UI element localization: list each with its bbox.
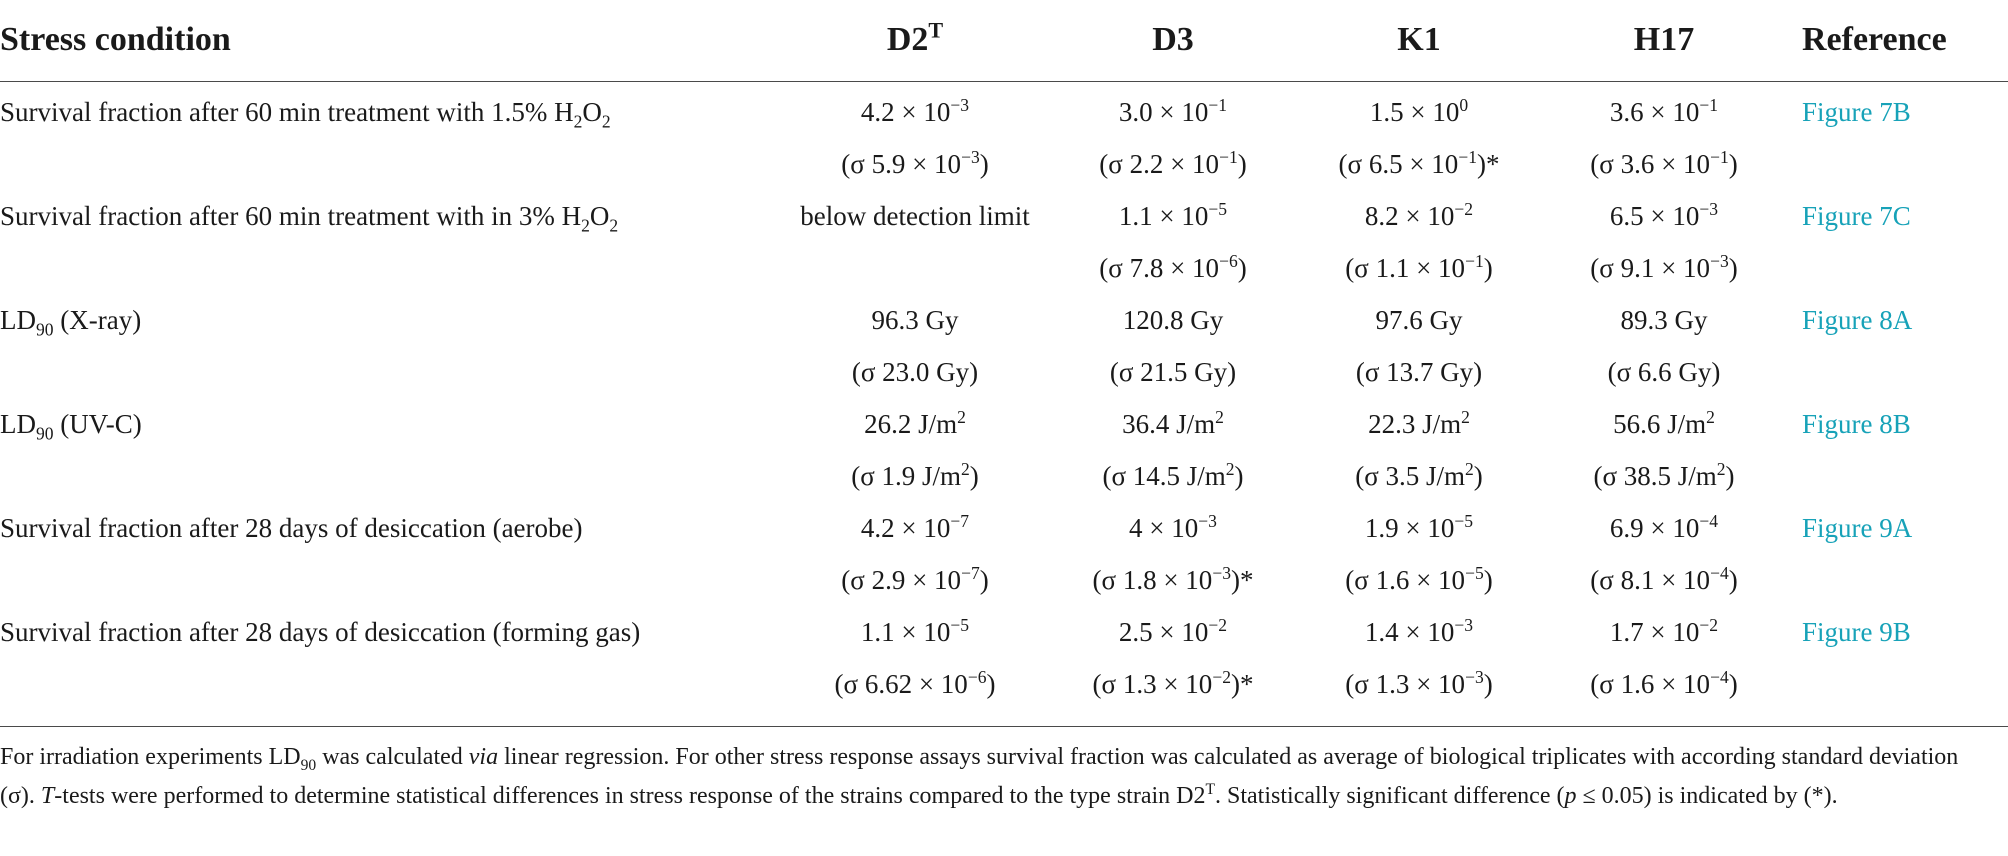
reference-link[interactable]: Figure 9B [1802, 617, 1911, 647]
d3-sigma: (σ 14.5 $J/m^2$) [1102, 459, 1244, 491]
d2-value: $4.2 \times 10^{-3}$ [860, 95, 970, 127]
d2-sigma: (σ $2.9 \times 10^{-7}$) [841, 563, 989, 595]
h17-sigma: (σ $1.6 \times 10^{-4}$) [1590, 667, 1738, 699]
header-d2: $D2^T$ [886, 17, 944, 58]
h17-value: $6.5 \times 10^{-3}$ [1609, 199, 1719, 231]
h17-value: 89.3 Gy [1620, 305, 1708, 335]
reference-link[interactable]: Figure 8A [1802, 305, 1913, 335]
d3-sigma: (σ $2.2 \times 10^{-1}$) [1099, 147, 1247, 179]
k1-value: $1.9 \times 10^{-5}$ [1364, 511, 1474, 543]
d3-value: $2.5 \times 10^{-2}$ [1118, 615, 1228, 647]
d2-sigma: (σ 23.0 Gy) [851, 357, 979, 387]
d2-sigma: (σ $6.62 \times 10^{-6}$) [834, 667, 996, 699]
h17-value: $3.6 \times 10^{-1}$ [1609, 95, 1719, 127]
table-header-row [0, 0, 2008, 82]
d2-value: $1.1 \times 10^{-5}$ [860, 615, 970, 647]
k1-sigma: (σ $1.6 \times 10^{-5}$) [1345, 563, 1493, 595]
reference-link[interactable]: Figure 9A [1802, 513, 1913, 543]
stress-condition-cell: Survival fraction after 60 min treatment with 1.5% $H_2O_2$ [0, 97, 611, 132]
header-reference: Reference [1802, 21, 1947, 58]
d2-value: 26.2 $J/m^2$ [864, 407, 966, 439]
d3-value: $3.0 \times 10^{-1}$ [1118, 95, 1228, 127]
stress-condition-cell: $LD_{90}$ (UV-C) [0, 409, 142, 444]
d2-sigma: (σ 1.9 $J/m^2$) [851, 459, 979, 491]
d3-value: 120.8 Gy [1122, 305, 1224, 335]
d3-sigma: (σ $1.8 \times 10^{-3})*$ [1092, 563, 1254, 595]
table-row [0, 294, 2008, 398]
h17-value: $6.9 \times 10^{-4}$ [1609, 511, 1719, 543]
k1-value: $1.5 \times 10^0$ [1369, 95, 1469, 127]
table-row [0, 86, 2008, 190]
k1-sigma: (σ $1.3 \times 10^{-3}$) [1345, 667, 1493, 699]
table-row [0, 398, 2008, 502]
d3-value: $4 \times 10^{-3}$ [1129, 511, 1217, 543]
k1-sigma: (σ 13.7 Gy) [1355, 357, 1483, 387]
table-row [0, 606, 2008, 710]
d3-value: $1.1 \times 10^{-5}$ [1118, 199, 1228, 231]
table-footnote: For irradiation experiments $LD_{90}$ was calculated via linear regression. For other stress response assays survival fraction was calculated as average of biological triplicates with according standard deviation (σ). T-tests were performed to determine statistical differences in stress response of the strains compared to the type strain $D2^T$. Statistically significant difference (p ≤ 0.05) is indicated by (*). [0, 744, 1959, 809]
reference-link[interactable]: Figure 7B [1802, 97, 1911, 127]
k1-value: $8.2 \times 10^{-2}$ [1364, 199, 1474, 231]
header-d3: D3 [1152, 21, 1194, 58]
d2-value: 96.3 Gy [871, 305, 959, 335]
header-stress-condition: Stress condition [0, 21, 231, 58]
h17-sigma: (σ $9.1 \times 10^{-3}$) [1590, 251, 1738, 283]
h17-value: $1.7 \times 10^{-2}$ [1609, 615, 1719, 647]
stress-condition-cell: Survival fraction after 28 days of desiccation (forming gas) [0, 617, 641, 647]
d2-value: below detection limit [800, 201, 1030, 231]
h17-value: 56.6 $J/m^2$ [1613, 407, 1715, 439]
stress-condition-cell: Survival fraction after 28 days of desiccation (aerobe) [0, 513, 583, 543]
k1-value: $1.4 \times 10^{-3}$ [1364, 615, 1474, 647]
header-k1: K1 [1397, 21, 1441, 58]
h17-sigma: (σ 38.5 $J/m^2$) [1593, 459, 1735, 491]
k1-sigma: (σ $6.5 \times 10^{-1})*$ [1338, 147, 1500, 179]
d3-sigma: (σ $7.8 \times 10^{-6}$) [1099, 251, 1247, 283]
reference-link[interactable]: Figure 7C [1802, 201, 1911, 231]
d3-sigma: (σ $1.3 \times 10^{-2})*$ [1092, 667, 1254, 699]
d2-sigma: (σ $5.9 \times 10^{-3}$) [841, 147, 989, 179]
stress-condition-cell: Survival fraction after 60 min treatment with in 3% $H_2O_2$ [0, 201, 619, 236]
k1-value: 97.6 Gy [1375, 305, 1463, 335]
d2-value: $4.2 \times 10^{-7}$ [860, 511, 970, 543]
table-row [0, 502, 2008, 606]
stress-condition-cell: $LD_{90}$ (X-ray) [0, 305, 142, 340]
k1-value: 22.3 $J/m^2$ [1368, 407, 1470, 439]
d3-value: 36.4 $J/m^2$ [1122, 407, 1224, 439]
header-h17: H17 [1633, 21, 1695, 58]
table-bottom-rule [0, 726, 2008, 727]
h17-sigma: (σ $8.1 \times 10^{-4}$) [1590, 563, 1738, 595]
table-row [0, 190, 2008, 294]
k1-sigma: (σ 3.5 $J/m^2$) [1355, 459, 1483, 491]
h17-sigma: (σ $3.6 \times 10^{-1}$) [1590, 147, 1738, 179]
h17-sigma: (σ 6.6 Gy) [1607, 357, 1721, 387]
d3-sigma: (σ 21.5 Gy) [1109, 357, 1237, 387]
reference-link[interactable]: Figure 8B [1802, 409, 1911, 439]
k1-sigma: (σ $1.1 \times 10^{-1}$) [1345, 251, 1493, 283]
